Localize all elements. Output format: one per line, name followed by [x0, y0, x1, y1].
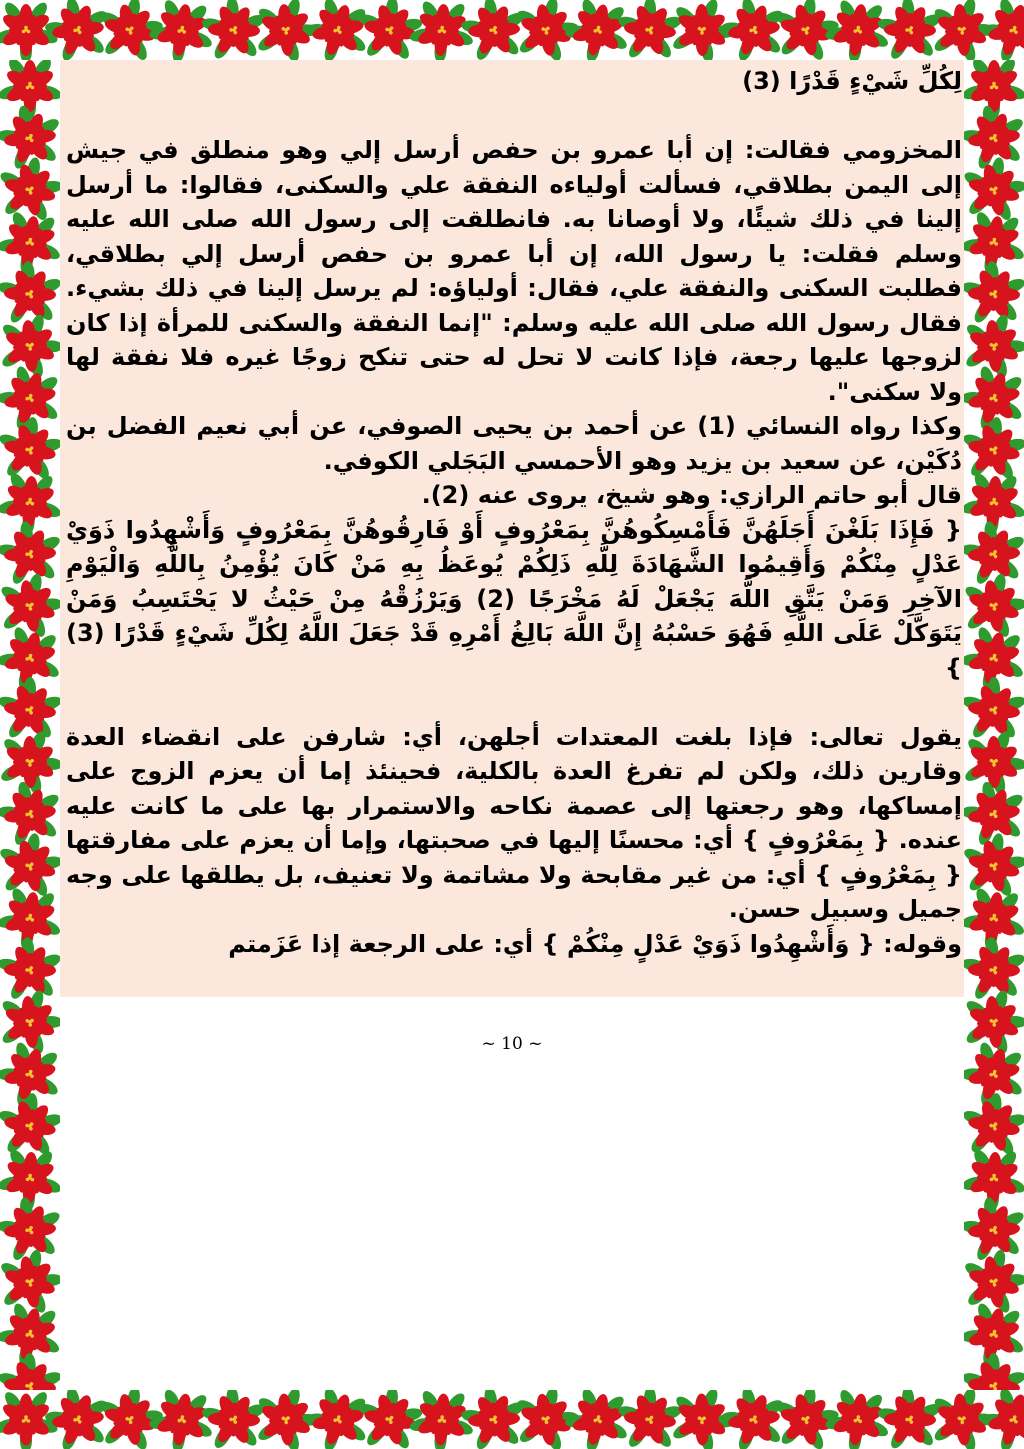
paragraph-abu-hatim: قال أبو حاتم الرازي: وهو شيخ، يروى عنه (2). — [421, 481, 962, 509]
blank-line — [66, 685, 962, 720]
paragraph-tafsir: يقول تعالى: فإذا بلغت المعتدات أجلهن، أي: شارفن على انقضاء العدة وقارين ذلك، ولكن لم تفرغ العدة بالكلية، فحينئذ إما أن يعزم الزوج على إمساكها، وهو رجعتها إلى عصمة نكاحه والاستمرار بها على ما كانت عليه عنده. { بِمَعْرُوفٍ } أي: محسنًا إليها في صحبتها، وإما أن يعزم على مفارقتها { بِمَعْرُوفٍ } أي: من غير مقابحة ولا مشاتمة ولا تعنيف، بل يطلقها على وجه جميل وسبيل حسن. — [66, 722, 962, 923]
poinsettia-icon — [820, 0, 895, 60]
poinsettia-icon — [296, 1390, 379, 1449]
text-panel — [60, 60, 964, 997]
paragraph-quran-verse: { فَإِذَا بَلَغْنَ أَجَلَهُنَّ فَأَمْسِكُوهُنَّ بِمَعْرُوفٍ أَوْ فَارِقُوهُنَّ بِمَعْرُوفٍ وَأَشْهِدُوا ذَوَيْ عَدْلٍ مِنْكُمْ وَأَقِيمُوا الشَّهَادَةَ لِلَّهِ ذَلِكُمْ يُوعَظُ بِهِ مَنْ كَانَ يُؤْمِنُ بِاللَّهِ وَالْيَوْمِ الآخِرِ وَمَنْ يَتَّقِ اللَّهَ يَجْعَلْ لَهُ مَخْرَجًا (2) وَيَرْزُقْهُ مِنْ حَيْثُ لا يَحْتَسِبُ وَمَنْ يَتَوَكَّلْ عَلَى اللَّهِ فَهُوَ حَسْبُهُ إِنَّ اللَّهَ بَالِغُ أَمْرِهِ قَدْ جَعَلَ اللَّهُ لِكُلِّ شَيْءٍ قَدْرًا (3) } — [66, 515, 962, 682]
blank-line — [66, 99, 962, 134]
page-number: ~ 10 ~ — [481, 1034, 543, 1054]
poinsettia-icon — [820, 1390, 895, 1449]
poinsettia-icon — [964, 60, 1024, 119]
paragraph-witness: وقوله: { وَأَشْهِدُوا ذَوَيْ عَدْلٍ مِنْكُمْ } أي: على الرجعة إذا عَزَمتم — [228, 929, 962, 958]
decorative-border-top — [0, 0, 1024, 60]
poinsettia-icon — [296, 0, 379, 60]
decorative-border-bottom — [0, 1390, 1024, 1449]
poinsettia-icon — [0, 60, 60, 119]
paragraph-nasai: وكذا رواه النسائي (1) عن أحمد بن يحيى الصوفي، عن أبي نعيم الفضل بن دُكَيْن، عن سعيد بن يزيد وهو الأحمسي البَجَلي الكوفي. — [66, 412, 963, 475]
decorative-border-right — [964, 60, 1024, 1390]
paragraph-hadith: المخزومي فقالت: إن أبا عمرو بن حفص أرسل إلي وهو منطلق في جيش إلى اليمن بطلاقي، فسألت أولياءه النفقة علي والسكنى، فقالوا: ما أرسل إلينا في ذلك شيئًا، ولا أوصانا به. فانطلقت إلى رسول الله صلى الله عليه وسلم فقلت: يا رسول الله، إن أبا عمرو بن حفص أرسل إلي بطلاقي، فطلبت السكنى والنفقة علي، فقال: أولياؤه: لم يرسل إلينا في ذلك بشيء. فقال رسول الله صلى الله عليه وسلم: "إنما النفقة والسكنى للمرأة إذا كان لزوجها عليها رجعة، فإذا كانت لا تحل له حتى تنكح زوجًا غيره فلا نفقة لها ولا سكنى". — [66, 136, 962, 406]
paragraph-verse-end: لِكُلِّ شَيْءٍ قَدْرًا (3) — [742, 67, 962, 95]
decorative-border-left — [0, 60, 60, 1390]
